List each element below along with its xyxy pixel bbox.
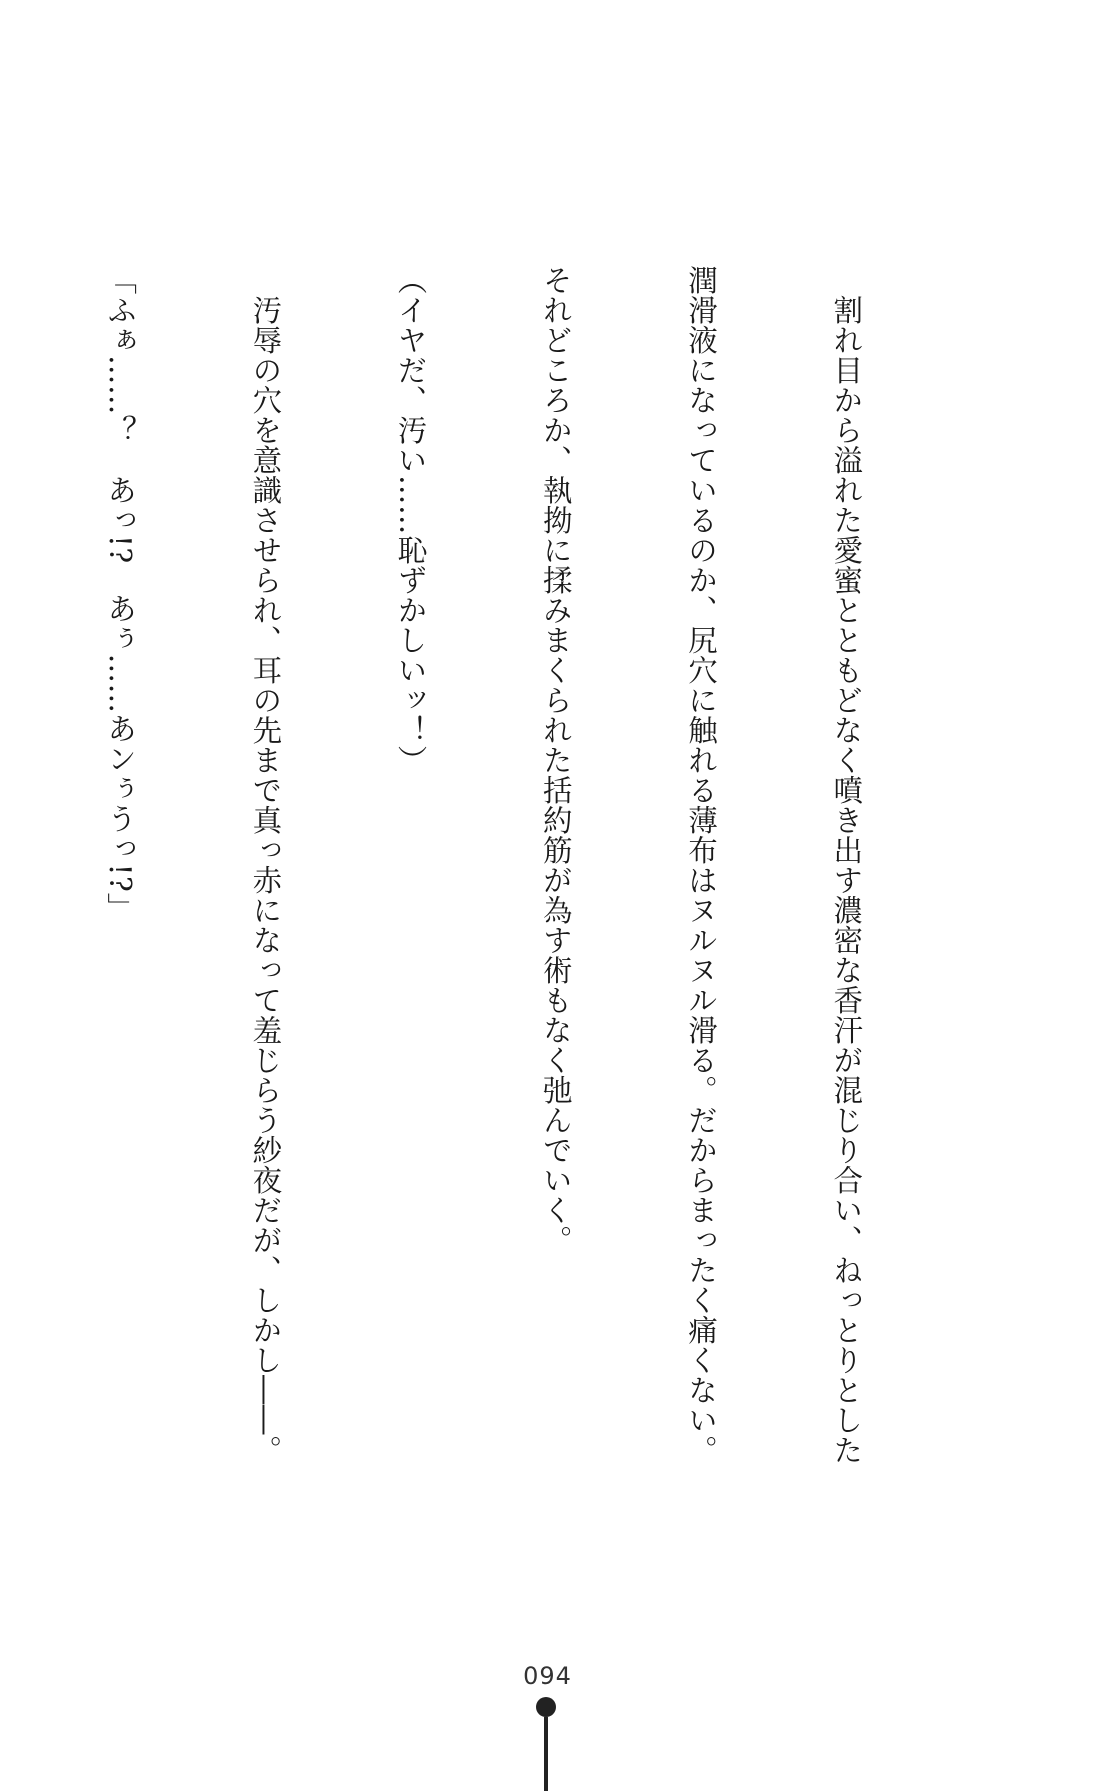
text-line: 割れ目から溢れた愛蜜とともどなく噴き出す濃密な香汗が混じり合い、ねっとりとした	[829, 265, 864, 1465]
text-line: 「ふぁ……？ あっ!? あぅ……あンぅうっ!?」	[103, 265, 138, 923]
text-line: 潤滑液になっているのか、尻穴に触れる薄布はヌルヌル滑る。だからまったく痛くない。	[683, 265, 718, 1465]
page-number: 094	[523, 1662, 572, 1690]
page-marker-dot	[536, 1697, 556, 1717]
page-marker-rule	[544, 1717, 548, 1791]
text-line: それどころか、執拗に揉みまくられた括約筋が為す術もなく弛んでいく。	[538, 265, 573, 1255]
text-line: 汚辱の穴を意識させられ、耳の先まで真っ赤になって羞じらう紗夜だが、しかし――。	[248, 265, 283, 1465]
vertical-text-body	[0, 265, 967, 1465]
text-line: （イヤだ、汚い……恥ずかしいッ！）	[393, 265, 428, 775]
